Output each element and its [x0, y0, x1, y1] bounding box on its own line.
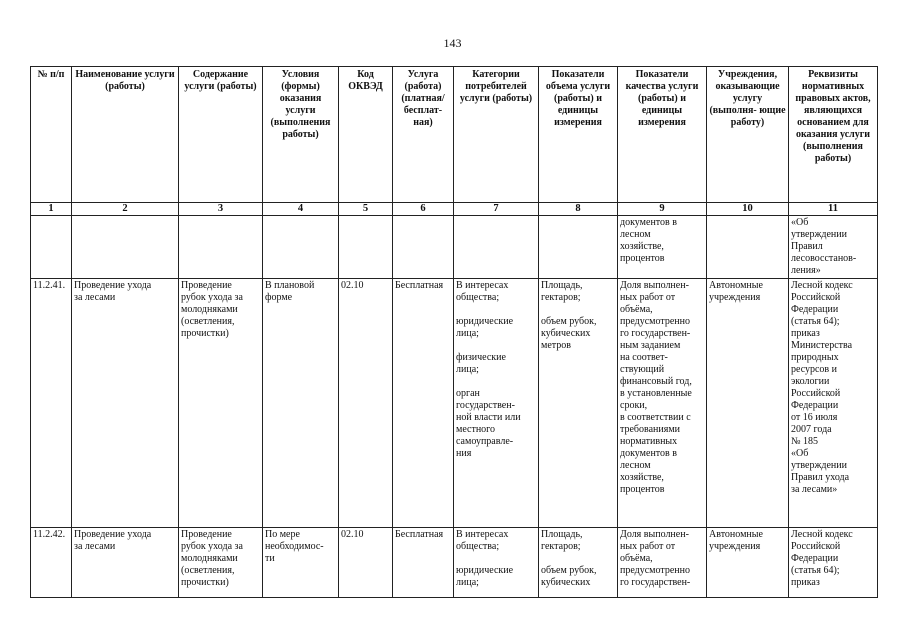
- consumer-item: юридические лица;: [456, 565, 514, 588]
- conditions-cell: По мере необходимос- ти: [263, 528, 339, 598]
- column-number: 3: [179, 203, 263, 216]
- quality-cell: Доля выполнен- ных работ от объёма, предусмотренно го государствен-: [618, 528, 707, 598]
- header-name: Наименование услуги (работы): [72, 67, 179, 203]
- quality-cell: Доля выполнен- ных работ от объёма, предусмотренно го государствен- ным заданием на соответ- ствующий финансовый год, в установленные сроки, в соответствии с требованиями нормативных документов в лесном хозяйстве, процентов: [618, 279, 707, 528]
- header-acts: Реквизиты нормативных правовых актов, являющихся основанием для оказания услуги (выполнения работы): [789, 67, 878, 203]
- header-content: Содержание услуги (работы): [179, 67, 263, 203]
- volume-item: Площадь, гектаров;: [541, 280, 583, 303]
- table-row: [31, 279, 878, 528]
- column-number: 6: [393, 203, 454, 216]
- acts-cell: «Об утверждении Правил лесовосстанов- ления»: [789, 216, 878, 279]
- column-number: 5: [339, 203, 393, 216]
- header-okved: Код ОКВЭД: [339, 67, 393, 203]
- service-name-cell: Проведение ухода за лесами: [72, 528, 179, 598]
- consumer-item: юридические лица;: [456, 316, 514, 339]
- column-number: 11: [789, 203, 878, 216]
- header-paid: Услуга (работа) (платная/ бесплат- ная): [393, 67, 454, 203]
- services-table: [30, 66, 878, 598]
- header-conditions: Условия (формы) оказания услуги (выполнения работы): [263, 67, 339, 203]
- volume-cell: [539, 279, 618, 528]
- content-cell: Проведение рубок ухода за молодняками (осветления, прочистки): [179, 279, 263, 528]
- header-quality: Показатели качества услуги (работы) и единицы измерения: [618, 67, 707, 203]
- row-number: 11.2.41.: [31, 279, 72, 528]
- header-num: № п/п: [31, 67, 72, 203]
- volume-item: Площадь, гектаров;: [541, 529, 583, 552]
- header-institutions: Учреждения, оказывающие услугу (выполня- ющие работу): [707, 67, 789, 203]
- row-number: 11.2.42.: [31, 528, 72, 598]
- volume-item: объем рубок, кубических метров: [541, 316, 597, 351]
- okved-cell: 02.10: [339, 279, 393, 528]
- column-number: 10: [707, 203, 789, 216]
- service-name-cell: Проведение ухода за лесами: [72, 279, 179, 528]
- consumers-cell: [454, 528, 539, 598]
- consumer-item: физические лица;: [456, 352, 506, 375]
- volume-item: объем рубок, кубических: [541, 565, 597, 588]
- acts-cell: Лесной кодекс Российской Федерации (статья 64); приказ Министерства природных ресурсов и экологии Российской Федерации от 16 июля 2007 года № 185 «Об утверждении Правил ухода за лесами»: [789, 279, 878, 528]
- acts-cell: Лесной кодекс Российской Федерации (статья 64); приказ: [789, 528, 878, 598]
- volume-cell: [539, 528, 618, 598]
- column-number: 9: [618, 203, 707, 216]
- content-cell: Проведение рубок ухода за молодняками (осветления, прочистки): [179, 528, 263, 598]
- table-row: [31, 528, 878, 598]
- quality-cell: документов в лесном хозяйстве, процентов: [618, 216, 707, 279]
- column-number: 7: [454, 203, 539, 216]
- institutions-cell: Автономные учреждения: [707, 528, 789, 598]
- conditions-cell: В плановой форме: [263, 279, 339, 528]
- column-number: 8: [539, 203, 618, 216]
- column-number: 1: [31, 203, 72, 216]
- header-row: [31, 67, 878, 203]
- okved-cell: 02.10: [339, 528, 393, 598]
- consumers-cell: [454, 279, 539, 528]
- column-number: 4: [263, 203, 339, 216]
- consumer-item: В интересах общества;: [456, 280, 509, 303]
- institutions-cell: Автономные учреждения: [707, 279, 789, 528]
- column-number-row: [31, 203, 878, 216]
- header-volume: Показатели объема услуги (работы) и единицы измерения: [539, 67, 618, 203]
- consumer-item: В интересах общества;: [456, 529, 509, 552]
- paid-cell: Бесплатная: [393, 528, 454, 598]
- page-number: 143: [443, 36, 462, 50]
- header-consumers: Категории потребителей услуги (работы): [454, 67, 539, 203]
- column-number: 2: [72, 203, 179, 216]
- consumer-item: орган государствен- ной власти или местного самоуправле- ния: [456, 388, 521, 459]
- continuation-row: [31, 216, 878, 279]
- paid-cell: Бесплатная: [393, 279, 454, 528]
